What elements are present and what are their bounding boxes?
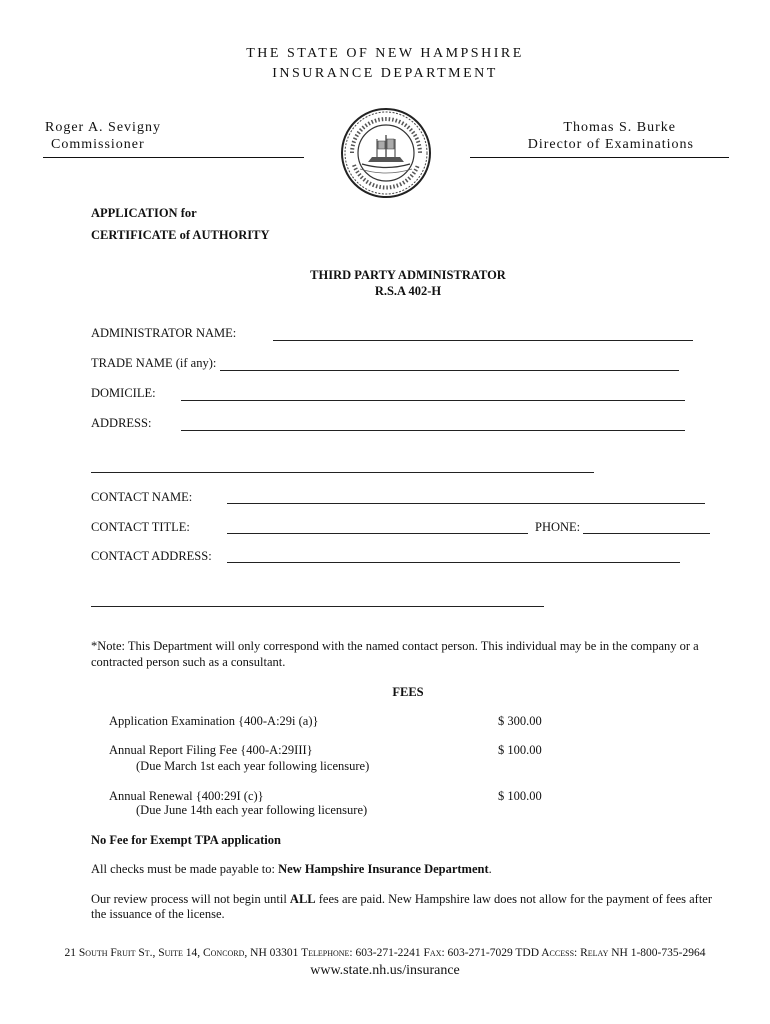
fee-item-amount: $ 300.00 bbox=[498, 714, 542, 728]
fee-item-amount: $ 100.00 bbox=[498, 789, 542, 803]
fee-item-amount: $ 100.00 bbox=[498, 743, 542, 757]
department-title-line1: THE STATE OF NEW HAMPSHIRE bbox=[246, 46, 524, 61]
application-line2: CERTIFICATE of AUTHORITY bbox=[91, 228, 270, 242]
commissioner-rule bbox=[43, 157, 304, 158]
subtitle-line2: R.S.A 402-H bbox=[374, 284, 442, 298]
review-note-line1 bbox=[91, 892, 712, 907]
review-all: ALL bbox=[289, 892, 316, 906]
note-line2: contracted person such as a consultant. bbox=[91, 655, 286, 669]
contact-title-label: CONTACT TITLE: bbox=[91, 520, 190, 534]
payable-note bbox=[91, 862, 492, 877]
commissioner-title: Commissioner bbox=[51, 137, 145, 152]
fee-item-name: Annual Report Filing Fee {400-A:29III} bbox=[109, 743, 313, 757]
commissioner-name: Roger A. Sevigny bbox=[45, 120, 161, 135]
domicile-label: DOMICILE: bbox=[91, 386, 156, 400]
fee-item-note: (Due June 14th each year following licensure) bbox=[136, 803, 368, 817]
phone-field[interactable] bbox=[583, 533, 710, 534]
address-field-line2[interactable] bbox=[91, 472, 594, 473]
contact-address-field[interactable] bbox=[227, 562, 680, 563]
review-note-line2: the issuance of the license. bbox=[91, 907, 225, 921]
fee-item-name: Annual Renewal {400:29I (c)} bbox=[109, 789, 264, 803]
trade-name-field[interactable] bbox=[220, 370, 679, 371]
application-line1: APPLICATION for bbox=[91, 206, 197, 220]
fees-heading: FEES bbox=[392, 685, 424, 699]
domicile-field[interactable] bbox=[181, 400, 685, 401]
contact-address-field-line2[interactable] bbox=[91, 606, 544, 607]
footer-website-link[interactable]: www.state.nh.us/insurance bbox=[310, 963, 460, 978]
footer-address: 21 South Fruit St., Suite 14, Concord, NH 03301 Telephone: 603-271-2241 Fax: 603-271-7029 TDD Access: Relay NH 1-800-735-2964 bbox=[64, 947, 706, 959]
payable-prefix: All checks must be made payable to: bbox=[91, 862, 279, 876]
trade-name-label: TRADE NAME (if any): bbox=[91, 356, 217, 370]
phone-label: PHONE: bbox=[535, 520, 581, 534]
review-part2: fees are paid. New Hampshire law does not allow for the payment of fees after bbox=[315, 892, 712, 906]
address-label: ADDRESS: bbox=[91, 416, 152, 430]
address-field[interactable] bbox=[181, 430, 685, 431]
contact-name-label: CONTACT NAME: bbox=[91, 490, 193, 504]
director-rule bbox=[470, 157, 729, 158]
payable-suffix: . bbox=[488, 862, 492, 876]
state-seal-icon bbox=[340, 107, 432, 199]
fee-item-note: (Due March 1st each year following licensure) bbox=[136, 759, 370, 773]
review-part1: Our review process will not begin until bbox=[91, 892, 290, 906]
exempt-note: No Fee for Exempt TPA application bbox=[91, 833, 281, 847]
contact-address-label: CONTACT ADDRESS: bbox=[91, 549, 212, 563]
note-line1: *Note: This Department will only correspond with the named contact person. This individual may be in the company or a bbox=[91, 639, 699, 653]
administrator-name-field[interactable] bbox=[273, 340, 693, 341]
director-title: Director of Examinations bbox=[527, 137, 694, 152]
department-title-line2: INSURANCE DEPARTMENT bbox=[272, 66, 498, 81]
fee-item-name: Application Examination {400-A:29i (a)} bbox=[109, 714, 319, 728]
contact-title-field[interactable] bbox=[227, 533, 528, 534]
administrator-name-label: ADMINISTRATOR NAME: bbox=[91, 326, 237, 340]
director-name: Thomas S. Burke bbox=[563, 120, 676, 135]
contact-name-field[interactable] bbox=[227, 503, 705, 504]
payee-name: New Hampshire Insurance Department bbox=[278, 862, 489, 876]
subtitle-line1: THIRD PARTY ADMINISTRATOR bbox=[310, 268, 506, 282]
